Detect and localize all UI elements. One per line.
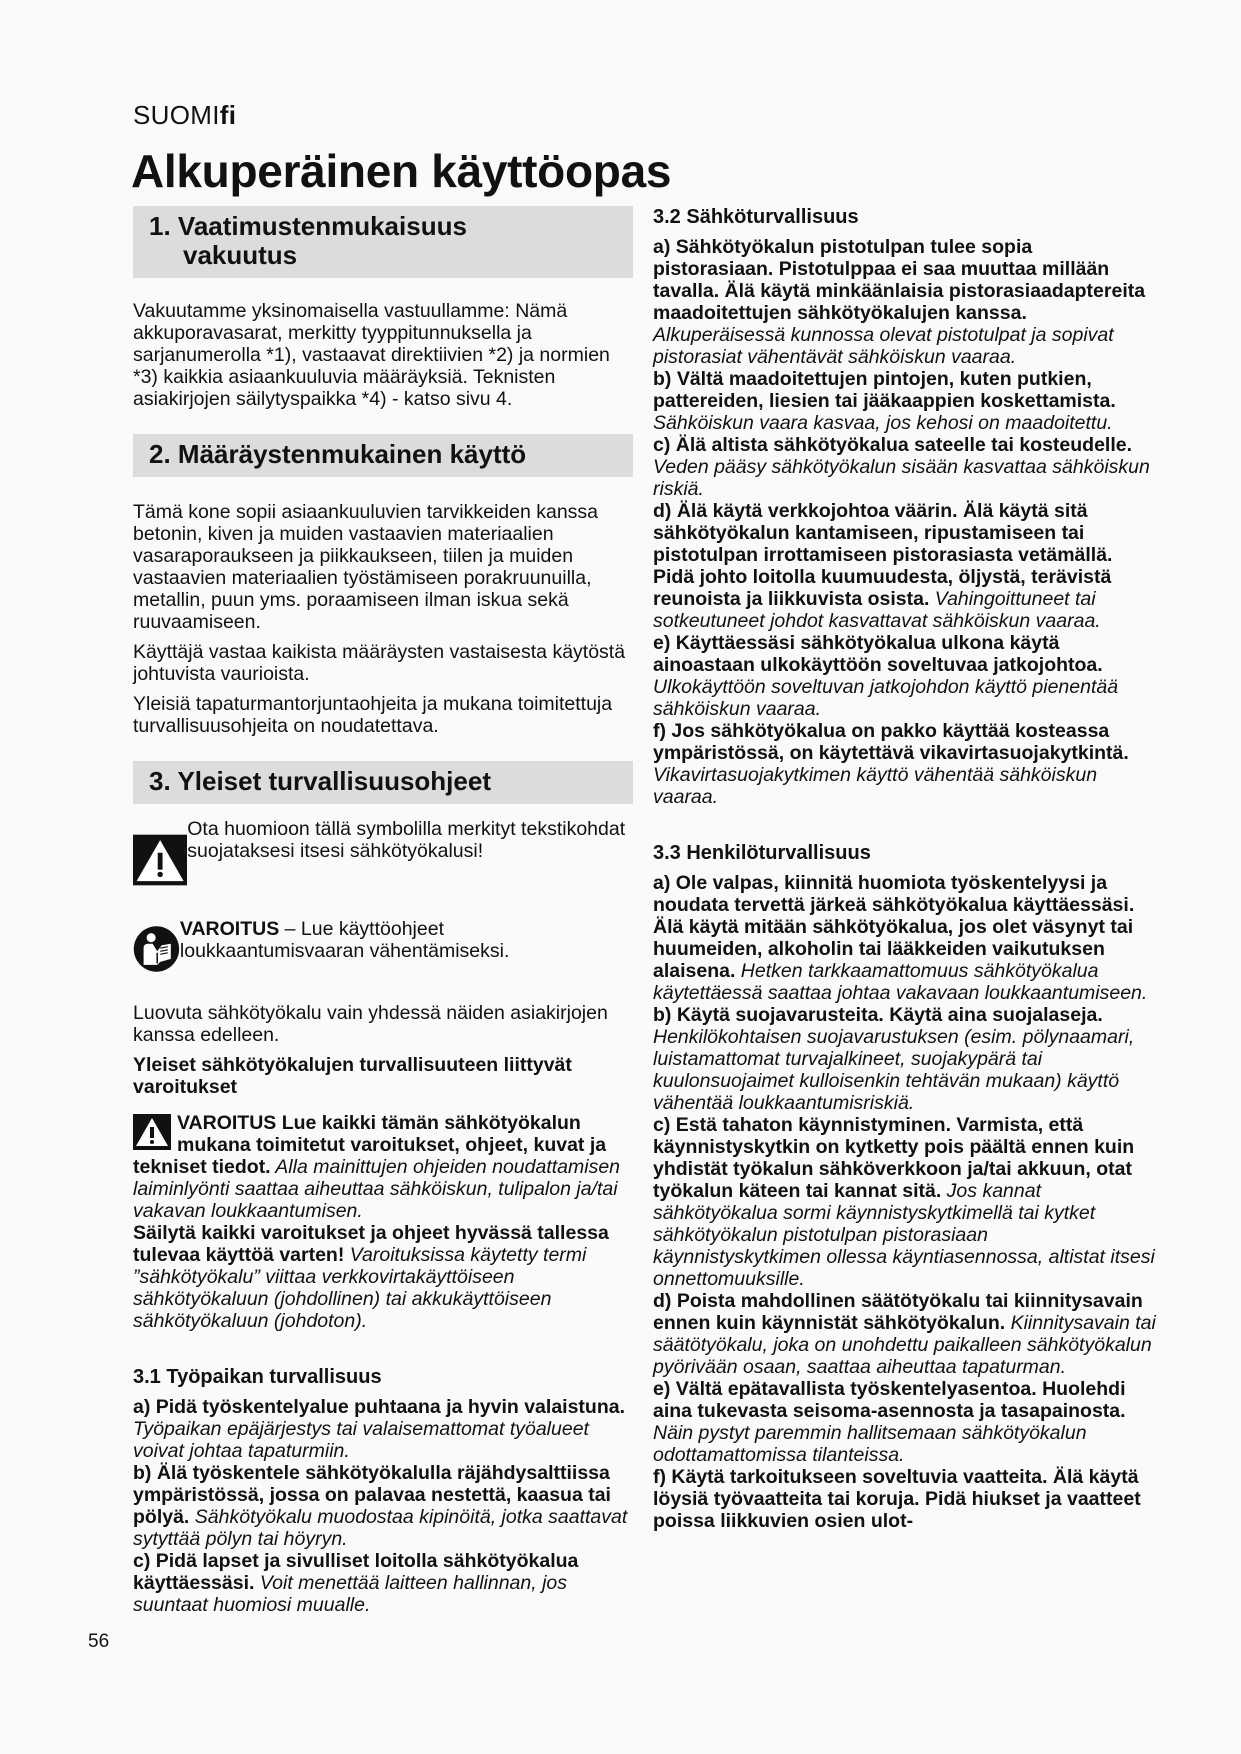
read-manual-text xyxy=(180,918,633,962)
personal-item-b-bold: b) Käytä suojavarusteita. Käytä aina suojalaseja. xyxy=(653,1004,1103,1026)
electrical-item-e-bold: e) Käyttäessäsi sähkötyökalua ulkona käytä ainoastaan ulkokäyttöön soveltuvaa jatkojohtoa. xyxy=(653,632,1103,676)
small-warning-triangle-icon xyxy=(133,1114,171,1150)
electrical-item-c xyxy=(653,434,1156,500)
personal-item-c xyxy=(653,1114,1156,1290)
workplace-item-c-italic: Voit menettää laitteen hallinnan, jos suuntaat huomiosi muualle. xyxy=(133,1572,567,1616)
read-manual-icon xyxy=(133,918,180,980)
electrical-item-c-italic: Veden pääsy sähkötyökalun sisään kasvattaa sähköiskun riskiä. xyxy=(653,456,1150,500)
section-3-2-heading: 3.2 Sähköturvallisuus xyxy=(653,206,859,228)
section-1-number: 1. xyxy=(149,211,171,241)
workplace-item-b-italic: Sähkötyökalu muodostaa kipinöitä, jotka saattavat sytyttää pölyn tai höyryn. xyxy=(133,1506,628,1550)
conformity-text: Vakuutamme yksinomaisella vastuullamme: Nämä akkuporavasarat, merkitty tyyppitunnuksella ja sarjanumerolla *1), vastaavat direktiivien *2) ja normien *3) kaikkia asiaankuuluvia määräyksiä. Teknisten asiakirjojen säilytyspaikka *4) - katso sivu 4. xyxy=(133,300,610,410)
electrical-item-f xyxy=(653,720,1156,808)
personal-item-b-italic: Henkilökohtaisen suojavarustuksen (esim. pölynaamari, luistamattomat turvajalkineet, suojakypärä tai kuulonsuojaimet kulloisenkin tehtävän mukaan) käyttö vähentää loukkaantumisriskiä. xyxy=(653,1026,1135,1114)
personal-item-a xyxy=(653,872,1156,1004)
read-manual-block xyxy=(133,918,633,980)
electrical-item-e-italic: Ulkokäyttöön soveltuvan jatkojohdon käyttö pienentää sähköiskun vaaraa. xyxy=(653,676,1119,720)
page-number: 56 xyxy=(88,1631,110,1652)
electrical-item-b xyxy=(653,368,1156,434)
section-3-3-heading: 3.3 Henkilöturvallisuus xyxy=(653,842,871,864)
symbol-note-text: Ota huomioon tällä symbolilla merkityt tekstikohdat suojataksesi itsesi sähkötyökalusi! xyxy=(187,818,626,862)
personal-item-a-italic: Hetken tarkkaamattomuus sähkötyökalua käytettäessä saattaa johtaa vakavaan loukkaantumiseen. xyxy=(653,960,1148,1004)
personal-item-d-bold: d) Poista mahdollinen säätötyökalu tai kiinnitysavain ennen kuin käynnistät sähkötyökalun. xyxy=(653,1290,1143,1334)
liability-text: Käyttäjä vastaa kaikista määräysten vastaisesta käytöstä johtuvista vaurioista. xyxy=(133,641,626,685)
personal-item-f xyxy=(653,1466,1156,1532)
personal-item-e xyxy=(653,1378,1156,1466)
electrical-item-d xyxy=(653,500,1156,632)
workplace-item-b xyxy=(133,1462,633,1550)
electrical-item-e xyxy=(653,632,1156,720)
read-manual-warning-text: – Lue käyttöohjeet loukkaantumisvaaran vähentämiseksi. xyxy=(179,918,510,962)
warning-bold-text: VAROITUS Lue kaikki tämän sähkötyökalun mukana toimitetut varoitukset, ohjeet, kuvat ja tekniset tiedot. xyxy=(133,1112,607,1178)
personal-item-e-italic: Näin pystyt paremmin hallitsemaan sähkötyökalun odottamattomissa tilanteissa. xyxy=(653,1422,1087,1466)
language-label xyxy=(133,100,236,131)
workplace-item-a xyxy=(133,1396,633,1462)
electrical-item-b-italic: Sähköiskun vaara kasvaa, jos kehosi on maadoitettu. xyxy=(653,412,1113,434)
symbol-note-block xyxy=(133,818,633,902)
accident-prevention-text: Yleisiä tapaturmantorjuntaohjeita ja mukana toimitettuja turvallisuusohjeita on noudatettava. xyxy=(133,693,613,737)
personal-item-b xyxy=(653,1004,1156,1114)
left-column xyxy=(133,206,633,1616)
section-2-heading: 2. Määräystenmukainen käyttö xyxy=(133,434,633,477)
personal-item-a-bold: a) Ole valpas, kiinnitä huomiota työskentelyysi ja noudata tervettä järkeä sähkötyökalua käyttäessäsi. Älä käytä mitään sähkötyökalua, jos olet väsynyt tai huumeiden, alkoholin tai lääkkeiden vaikutuksen alaisena. xyxy=(653,872,1135,982)
electrical-item-f-bold: f) Jos sähkötyökalua on pakko käyttää kosteassa ympäristössä, on käytettävä vikavirtasuojakytkintä. xyxy=(653,720,1129,764)
section-3-1-heading: 3.1 Työpaikan turvallisuus xyxy=(133,1366,382,1388)
electrical-item-a-italic: Alkuperäisessä kunnossa olevat pistotulpat ja sopivat pistorasiat vähentävät sähköiskun vaaraa. xyxy=(653,324,1114,368)
right-column xyxy=(653,206,1156,1532)
pass-on-text: Luovuta sähkötyökalu vain yhdessä näiden asiakirjojen kanssa edelleen. xyxy=(133,1002,608,1046)
electrical-item-d-bold: d) Älä käytä verkkojohtoa väärin. Älä käytä sitä sähkötyökalun kantamiseen, ripustamiseen tai pistotulpan irrottamiseen pistorasiasta vetämällä. Pidä johto loitolla kuumuudesta, öljystä, terävistä reunoista ja liikkuvista osista. xyxy=(653,500,1113,610)
workplace-item-c-bold: c) Pidä lapset ja sivulliset loitolla sähkötyökalua käyttäessäsi. xyxy=(133,1550,579,1594)
keep-warnings-bold: Säilytä kaikki varoitukset ja ohjeet hyvässä tallessa tulevaa käyttöä varten! xyxy=(133,1222,609,1266)
warning-triangle-icon xyxy=(133,818,187,902)
general-warning-paragraph xyxy=(133,1112,633,1222)
keep-warnings-italic: Varoituksissa käytetty termi ”sähkötyökalu” viittaa verkkovirtakäyttöiseen sähkötyökaluun (johdollinen) tai akkukäyttöiseen sähkötyökaluun (johdoton). xyxy=(133,1244,587,1332)
workplace-item-a-bold: a) Pidä työskentelyalue puhtaana ja hyvin valaistuna. xyxy=(133,1396,626,1418)
personal-item-d-italic: Kiinnitysavain tai säätötyökalu, joka on unohdettu paikalleen sähkötyökalun pyörivään osaan, saattaa aiheuttaa tapaturman. xyxy=(653,1312,1156,1378)
electrical-item-d-italic: Vahingoittuneet tai sotkeutuneet johdot kasvattavat sähköiskun vaaraa. xyxy=(653,588,1101,632)
read-manual-warning-label: VAROITUS xyxy=(179,918,280,940)
electrical-item-b-bold: b) Vältä maadoitettujen pintojen, kuten putkien, pattereiden, liesien tai jääkaappien koskettamista. xyxy=(653,368,1116,412)
electrical-item-c-bold: c) Älä altista sähkötyökalua sateelle tai kosteudelle. xyxy=(653,434,1133,456)
language-name: SUOMI xyxy=(133,100,220,130)
language-code: fi xyxy=(219,100,237,130)
section-3-heading: 3. Yleiset turvallisuusohjeet xyxy=(133,761,633,804)
section-1-title-line2: vakuutus xyxy=(183,240,298,270)
workplace-item-b-bold: b) Älä työskentele sähkötyökalulla räjähdysalttiissa ympäristössä, jossa on palavaa nestettä, kaasua tai pölyä. xyxy=(133,1462,611,1528)
electrical-item-f-italic: Vikavirtasuojakytkimen käyttö vähentää sähköiskun vaaraa. xyxy=(653,764,1098,808)
electrical-item-a-bold: a) Sähkötyökalun pistotulpan tulee sopia pistorasiaan. Pistotulppaa ei saa muuttaa millään tavalla. Älä käytä minkäänlaisia pistorasiaadaptereita maadoitettujen sähkötyökalujen kanssa. xyxy=(653,236,1146,324)
personal-item-f-bold: f) Käytä tarkoitukseen soveltuvia vaatteita. Älä käytä löysiä työvaatteita tai koruja. Pidä hiukset ja vaatteet poissa liikkuvien osien ulot- xyxy=(653,1466,1141,1532)
general-warnings-heading: Yleiset sähkötyökalujen turvallisuuteen liittyvät varoitukset xyxy=(133,1054,572,1098)
workplace-item-c xyxy=(133,1550,633,1616)
keep-warnings-paragraph xyxy=(133,1222,633,1332)
section-1-title-line1: Vaatimustenmukaisuus xyxy=(177,211,467,241)
warning-italic-text: Alla mainittujen ohjeiden noudattamisen laiminlyönti saattaa aiheuttaa sähköiskun, tulipalon ja/tai vakavan loukkaantumisen. xyxy=(133,1156,621,1222)
section-1-heading xyxy=(133,206,633,278)
document-title: Alkuperäinen käyttöopas xyxy=(131,145,672,197)
personal-item-c-bold: c) Estä tahaton käynnistyminen. Varmista, että käynnistyskytkin on kytketty pois päältä ennen kuin yhdistät työkalun sähköverkkoon ja/tai akkuun, otat työkalun käteen tai kannat sitä. xyxy=(653,1114,1135,1202)
personal-item-c-italic: Jos kannat sähkötyökalua sormi käynnistyskytkimellä tai kytket sähkötyökalun pistotulpan pistorasiaan käynnistyskytkimen ollessa käyntiasennossa, altistat itsesi onnettomuuksille. xyxy=(653,1180,1155,1290)
workplace-item-a-italic: Työpaikan epäjärjestys tai valaisemattomat työalueet voivat johtaa tapaturmiin. xyxy=(133,1418,589,1462)
intended-use-text: Tämä kone sopii asiaankuuluvien tarvikkeiden kanssa betonin, kiven ja muiden vastaavien materiaalien vasaraporaukseen ja piikkaukseen, tiilen ja muiden vastaavien materiaalien työstämiseen porakruunuilla, metallin, puun yms. poraamiseen ilman iskua sekä ruuvaamiseen. xyxy=(133,501,599,633)
personal-item-e-bold: e) Vältä epätavallista työskentelyasentoa. Huolehdi aina tukevasta seisoma-asennosta ja tasapainosta. xyxy=(653,1378,1126,1422)
personal-item-d xyxy=(653,1290,1156,1378)
electrical-item-a xyxy=(653,236,1156,368)
